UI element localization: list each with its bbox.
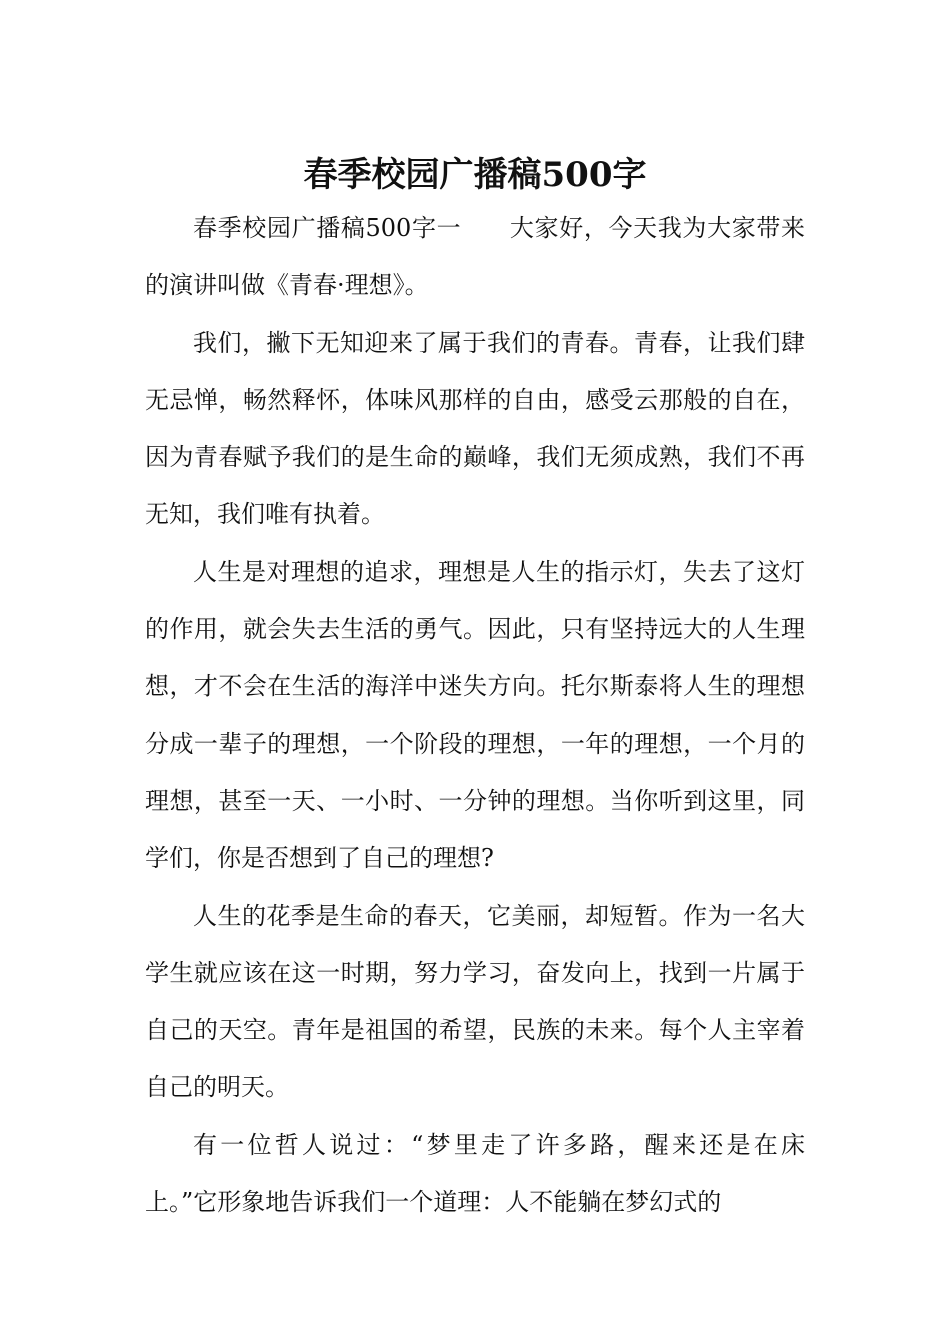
paragraph-4: 人生的花季是生命的春天，它美丽，却短暂。作为一名大学生就应该在这一时期，努力学习，奋发向上，找到一片属于自己的天空。青年是祖国的希望，民族的未来。每个人主宰着自己的明天。 <box>145 901 805 1102</box>
paragraph-1-text: 大家好，今天我为大家带来的演讲叫做《青春·理想》。 <box>145 214 806 300</box>
document-title: 春季校园广播稿500字 <box>303 154 647 195</box>
document-body <box>145 200 805 1231</box>
paragraph-3: 人生是对理想的追求，理想是人生的指示灯，失去了这灯的作用，就会失去生活的勇气。因此，只有坚持远大的人生理想，才不会在生活的海洋中迷失方向。托尔斯泰将人生的理想分成一辈子的理想，一个阶段的理想，一年的理想，一个月的理想，甚至一天、一小时、一分钟的理想。当你听到这里，同学们，你是否想到了自己的理想? <box>145 557 805 873</box>
paragraph-1 <box>145 200 805 315</box>
paragraph-5: 有一位哲人说过：“梦里走了许多路，醒来还是在床上。”它形象地告诉我们一个道理：人不能躺在梦幻式的 <box>145 1130 805 1217</box>
paragraph-1-prefix: 春季校园广播稿500字一 <box>193 214 462 242</box>
paragraph-2: 我们，撇下无知迎来了属于我们的青春。青春，让我们肆无忌惮，畅然释怀，体味风那样的自由，感受云那般的自在，因为青春赋予我们的是生命的巅峰，我们无须成熟，我们不再无知，我们唯有执着。 <box>145 328 805 529</box>
